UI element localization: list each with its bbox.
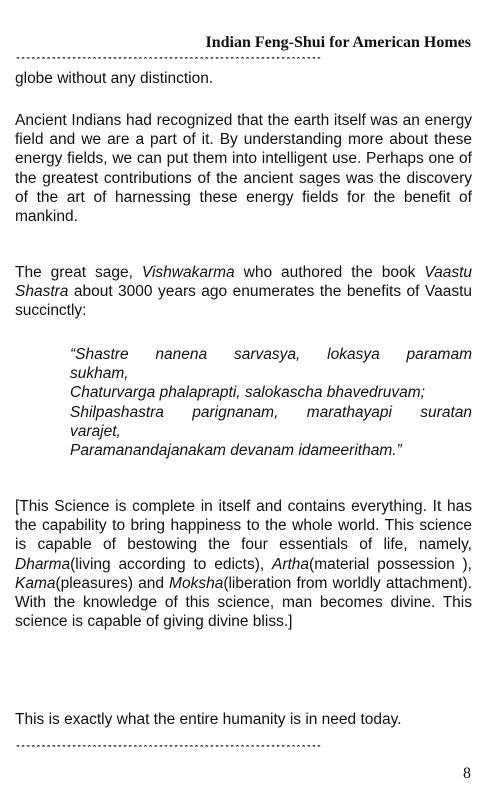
paragraph-continued-text: globe without any distinction. bbox=[15, 70, 214, 87]
book-title: Vaastu Shastra bbox=[15, 264, 472, 301]
paragraph-translation bbox=[15, 497, 472, 631]
paragraph-great-sage-text bbox=[15, 263, 472, 321]
paragraph-closing bbox=[15, 710, 472, 729]
running-title: Indian Feng-Shui for American Homes bbox=[205, 34, 471, 51]
paragraph-translation-text bbox=[15, 497, 472, 631]
verse-line: Shilpashastra parignanam, marathayapi suratan bbox=[70, 403, 472, 421]
paragraph-closing-text: This is exactly what the entire humanity is in need today. bbox=[15, 711, 402, 728]
term-dharma: Dharma bbox=[15, 555, 71, 573]
verse-line: Paramanandajanakam devanam idameeritham.” bbox=[70, 442, 402, 460]
verse-line: sukham, bbox=[70, 365, 129, 383]
top-divider: ************************************************************ bbox=[15, 57, 322, 67]
translation-text-3: (material possession ), bbox=[309, 555, 472, 573]
translation-text-2: (living according to edicts), bbox=[70, 555, 272, 573]
sage-text-3: about 3000 years ago enumerates the benefits of Vaastu succinctly: bbox=[15, 283, 472, 320]
bottom-divider: ************************************************************ bbox=[15, 745, 322, 755]
sanskrit-verse bbox=[70, 345, 472, 460]
paragraph-continued bbox=[15, 69, 472, 88]
term-kama: Kama bbox=[15, 574, 56, 592]
verse-line: varajet, bbox=[70, 422, 121, 440]
term-moksha: Moksha bbox=[169, 574, 224, 592]
verse-line: “Shastre nanena sarvasya, lokasya paramam bbox=[70, 346, 472, 363]
paragraph-great-sage bbox=[15, 263, 472, 321]
verse-line: Chaturvarga phalaprapti, salokascha bhavedruvam; bbox=[70, 384, 425, 402]
paragraph-ancient-indians bbox=[15, 111, 472, 226]
translation-text-5: (liberation from worldly attachment). With the knowledge of this science, man becomes divine. This science is capable of giving divine bliss.] bbox=[15, 574, 472, 631]
sage-name: Vishwakarma bbox=[141, 264, 235, 281]
term-artha: Artha bbox=[271, 555, 310, 573]
sage-text-1: The great sage, bbox=[15, 264, 142, 281]
translation-text-4: (pleasures) and bbox=[55, 574, 170, 592]
translation-text-1: [This Science is complete in itself and contains everything. It has the capability to bring happiness to the whole world. This science is capable of bestowing the four essentials of life, namely, bbox=[15, 498, 472, 554]
page-number: 8 bbox=[463, 765, 471, 782]
sage-text-2: who authored the book bbox=[234, 264, 425, 281]
paragraph-ancient-indians-text: Ancient Indians had recognized that the earth itself was an energy field and we are a part of it. By understanding more about these energy fields, we can put them into intelligent use. Perhaps one of the greatest contributions of the ancient sages was the discovery of the art of harnessing these energy fields for the benefit of mankind. bbox=[15, 112, 472, 226]
